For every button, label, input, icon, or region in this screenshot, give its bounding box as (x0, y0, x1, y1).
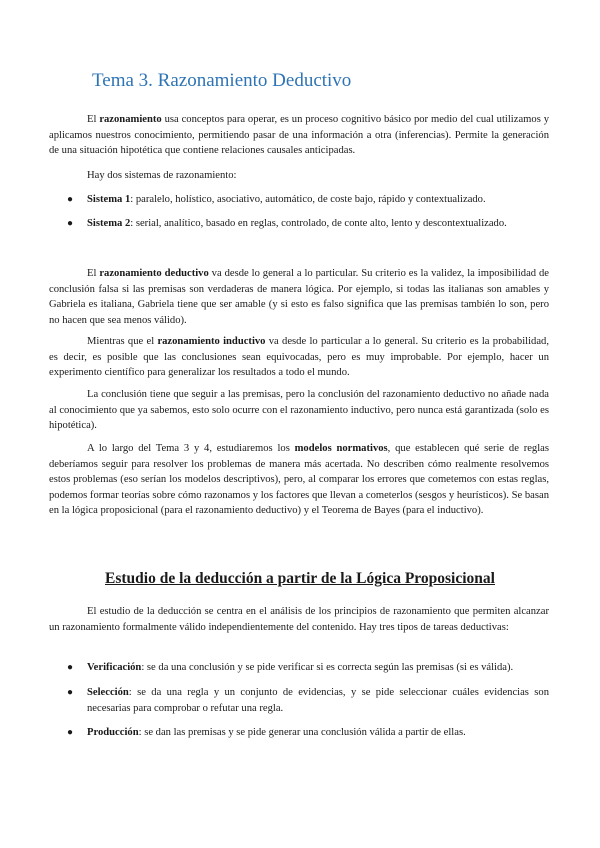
list-item: ● Verificación: se da una conclusión y se pide verificar si es correcta según las premisas (si es válida). (87, 660, 549, 676)
deductive-paragraph: El razonamiento deductivo va desde lo general a lo particular. Su criterio es la validez, la imposibilidad de conclusión falsa si las premisas son verdaderas de manera lógica. Por ejemplo, si todas las italianas son amables y Gabriela es italiana, Gabriela tiene que ser amable (y si esto es falso significa que las premisas también lo son, pero no hacen que sea menos válido). (49, 268, 549, 326)
models-bold-term: modelos normativos (294, 443, 388, 454)
conclusion-paragraph: La conclusión tiene que seguir a las premisas, pero la conclusión del razonamiento deductivo no añade nada al conocimiento que ya sabemos, esto solo ocurre con el razonamiento inductivo, pero nunca está garantizada (solo es hipotética). (49, 389, 549, 432)
section-intro-paragraph: El estudio de la deducción se centra en el análisis de los principios de razonamiento que permiten alcanzar un razonamiento formalmente válido independientemente del contenido. Hay tres tipos de tareas deductivas: (49, 606, 549, 633)
list-item: ● Selección: se da una regla y un conjunto de evidencias, y se pide seleccionar cuáles evidencias son necesarias para comprobar o refutar una regla. (67, 687, 549, 714)
page-title: Tema 3. Razonamiento Deductivo (92, 70, 352, 91)
deductive-bold-term: razonamiento deductivo (99, 268, 209, 279)
intro-bold-term: razonamiento (99, 114, 162, 125)
inductive-bold-term: razonamiento inductivo (157, 336, 266, 347)
list-item: ● Sistema 2: serial, analítico, basado en reglas, controlado, de conte alto, lento y descontextualizado. (87, 216, 549, 232)
systems-intro: Hay dos sistemas de razonamiento: (87, 170, 237, 181)
bullet-icon: ● (67, 687, 74, 698)
bullet-icon: ● (67, 662, 74, 673)
list-item: ● Sistema 1: paralelo, holístico, asociativo, automático, de coste bajo, rápido y contextualizado. (87, 192, 549, 208)
bullet-icon: ● (67, 727, 74, 738)
section-heading: Estudio de la deducción a partir de la Lógica Proposicional (105, 570, 495, 587)
bullet-icon: ● (67, 194, 74, 205)
bullet-icon: ● (67, 218, 74, 229)
models-paragraph: A lo largo del Tema 3 y 4, estudiaremos los modelos normativos, que establecen qué serie de reglas deberíamos seguir para resolver los problemas de manera más acertada. No describen cómo realmente resolvemos estos problemas (eso serían los modelos descriptivos), pero, al comparar los errores que cometemos con estas reglas, podemos formar teorías sobre cómo razonamos y los factores que llevan a cometerlos (sesgos y heurísticos). Se basan en la lógica proposicional (para el razonamiento deductivo) y el Teorema de Bayes (para el inductivo). (49, 443, 549, 517)
inductive-paragraph: Mientras que el razonamiento inductivo va desde lo particular a lo general. Su criterio es la probabilidad, es decir, es posible que las conclusiones sean equivocadas, pero es muy improbable. Por ejemplo, hacer un experimento científico para generalizar los resultados a todo el mundo. (49, 336, 549, 379)
list-item: ● Producción: se dan las premisas y se pide generar una conclusión válida a partir de ellas. (87, 725, 549, 741)
intro-paragraph: El razonamiento usa conceptos para operar, es un proceso cognitivo básico por medio del cual utilizamos y aplicamos nuestros conocimiento, permitiendo pasar de una información a otra (inferencias). Permite la generación de una situación hipotética que contiene relaciones causales anticipadas. (49, 114, 549, 157)
